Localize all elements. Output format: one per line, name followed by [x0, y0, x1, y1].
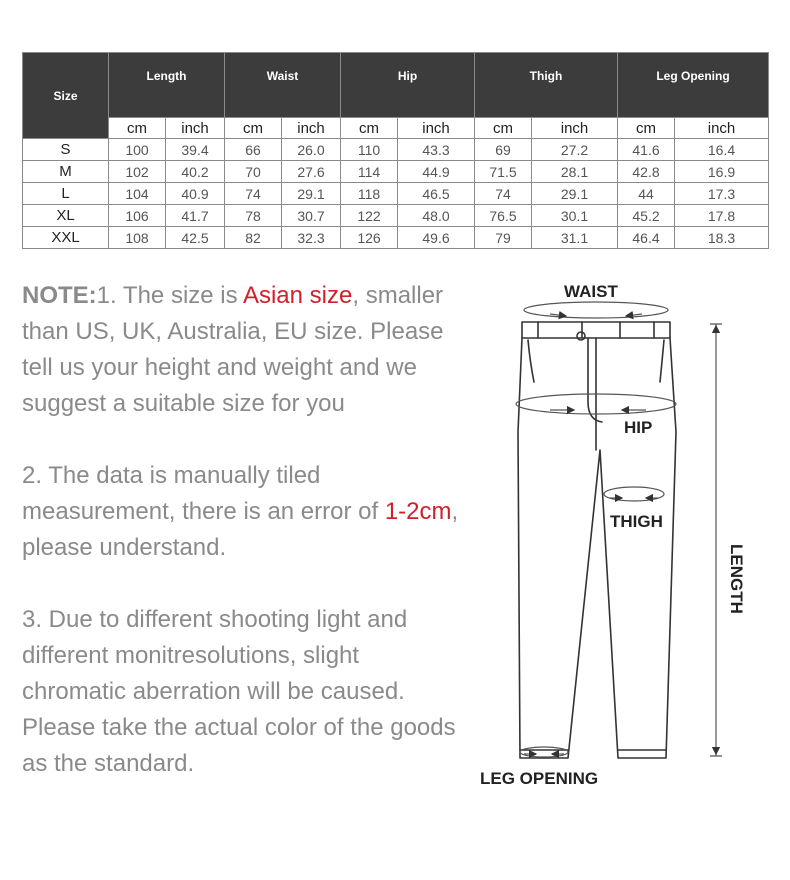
- size-column-header: Size: [23, 53, 109, 139]
- table-cell: 82: [225, 227, 282, 249]
- table-cell: 29.1: [282, 183, 341, 205]
- table-cell: 122: [341, 205, 398, 227]
- waist-label: WAIST: [564, 282, 618, 301]
- size-cell: M: [23, 161, 109, 183]
- table-cell: 46.4: [618, 227, 675, 249]
- size-cell: XXL: [23, 227, 109, 249]
- table-cell: 40.2: [166, 161, 225, 183]
- leg-opening-header: Leg Opening: [618, 53, 769, 118]
- table-cell: 104: [109, 183, 166, 205]
- waist-header: Waist: [225, 53, 341, 118]
- note-2: [22, 458, 462, 566]
- note-1-text-a: 1. The size is: [96, 282, 243, 309]
- table-cell: 118: [341, 183, 398, 205]
- unit-cm-header: cm: [618, 118, 675, 139]
- notes-section: [22, 278, 462, 818]
- table-cell: 16.9: [675, 161, 769, 183]
- table-row: [23, 183, 769, 205]
- table-row: [23, 227, 769, 249]
- unit-cm-header: cm: [475, 118, 532, 139]
- note-1-highlight: Asian size: [242, 282, 353, 309]
- thigh-header: Thigh: [475, 53, 618, 118]
- table-cell: 17.3: [675, 183, 769, 205]
- table-cell: 110: [341, 139, 398, 161]
- table-cell: 102: [109, 161, 166, 183]
- table-cell: 44.9: [398, 161, 475, 183]
- note-label: NOTE:: [22, 282, 97, 309]
- table-cell: 126: [341, 227, 398, 249]
- unit-inch-header: inch: [166, 118, 225, 139]
- table-cell: 79: [475, 227, 532, 249]
- table-cell: 114: [341, 161, 398, 183]
- unit-cm-header: cm: [341, 118, 398, 139]
- table-cell: 66: [225, 139, 282, 161]
- table-cell: 30.1: [532, 205, 618, 227]
- table-cell: 108: [109, 227, 166, 249]
- table-cell: 28.1: [532, 161, 618, 183]
- table-cell: 39.4: [166, 139, 225, 161]
- thigh-label: THIGH: [610, 512, 663, 531]
- note-2-highlight: 1-2cm: [384, 498, 452, 525]
- table-cell: 49.6: [398, 227, 475, 249]
- note-1-text-b: , smaller than US, UK, Australia, EU size. Please tell us your height and weight and we suggest a suitable size for you: [22, 282, 444, 417]
- table-cell: 69: [475, 139, 532, 161]
- table-cell: 26.0: [282, 139, 341, 161]
- note-2-text-b: , please understand.: [22, 498, 459, 561]
- table-cell: 27.6: [282, 161, 341, 183]
- table-cell: 100: [109, 139, 166, 161]
- hip-header: Hip: [341, 53, 475, 118]
- table-cell: 74: [475, 183, 532, 205]
- table-cell: 16.4: [675, 139, 769, 161]
- note-1: [22, 278, 462, 422]
- table-cell: 32.3: [282, 227, 341, 249]
- table-cell: 17.8: [675, 205, 769, 227]
- size-cell: XL: [23, 205, 109, 227]
- table-cell: 74: [225, 183, 282, 205]
- unit-cm-header: cm: [225, 118, 282, 139]
- table-cell: 70: [225, 161, 282, 183]
- table-cell: 71.5: [475, 161, 532, 183]
- leg-opening-label: LEG OPENING: [480, 769, 599, 788]
- table-cell: 27.2: [532, 139, 618, 161]
- size-cell: S: [23, 139, 109, 161]
- waistband-shape: [522, 322, 670, 338]
- pants-measurement-diagram: [470, 272, 770, 802]
- table-cell: 76.5: [475, 205, 532, 227]
- table-cell: 46.5: [398, 183, 475, 205]
- table-row: [23, 161, 769, 183]
- note-2-text-a: 2. The data is manually tiled measurement, there is an error of: [22, 462, 385, 525]
- table-cell: 42.8: [618, 161, 675, 183]
- note-3: 3. Due to different shooting light and different monitresolutions, slight chromatic aberration will be caused. Please take the actual color of the goods as the standard.: [22, 606, 456, 777]
- size-chart-table: [22, 52, 769, 249]
- table-cell: 18.3: [675, 227, 769, 249]
- size-cell: L: [23, 183, 109, 205]
- unit-inch-header: inch: [532, 118, 618, 139]
- length-header: Length: [109, 53, 225, 118]
- table-cell: 30.7: [282, 205, 341, 227]
- pants-illustration: [470, 272, 770, 802]
- table-cell: 29.1: [532, 183, 618, 205]
- unit-inch-header: inch: [398, 118, 475, 139]
- unit-inch-header: inch: [282, 118, 341, 139]
- table-cell: 41.7: [166, 205, 225, 227]
- table-cell: 42.5: [166, 227, 225, 249]
- table-cell: 40.9: [166, 183, 225, 205]
- length-label: LENGTH: [727, 544, 746, 614]
- pants-outline: [518, 338, 676, 758]
- table-cell: 106: [109, 205, 166, 227]
- table-cell: 45.2: [618, 205, 675, 227]
- table-cell: 44: [618, 183, 675, 205]
- unit-inch-header: inch: [675, 118, 769, 139]
- table-cell: 43.3: [398, 139, 475, 161]
- unit-cm-header: cm: [109, 118, 166, 139]
- table-cell: 31.1: [532, 227, 618, 249]
- table-row: [23, 205, 769, 227]
- table-row: [23, 139, 769, 161]
- table-cell: 48.0: [398, 205, 475, 227]
- table-cell: 78: [225, 205, 282, 227]
- hip-label: HIP: [624, 418, 653, 437]
- table-cell: 41.6: [618, 139, 675, 161]
